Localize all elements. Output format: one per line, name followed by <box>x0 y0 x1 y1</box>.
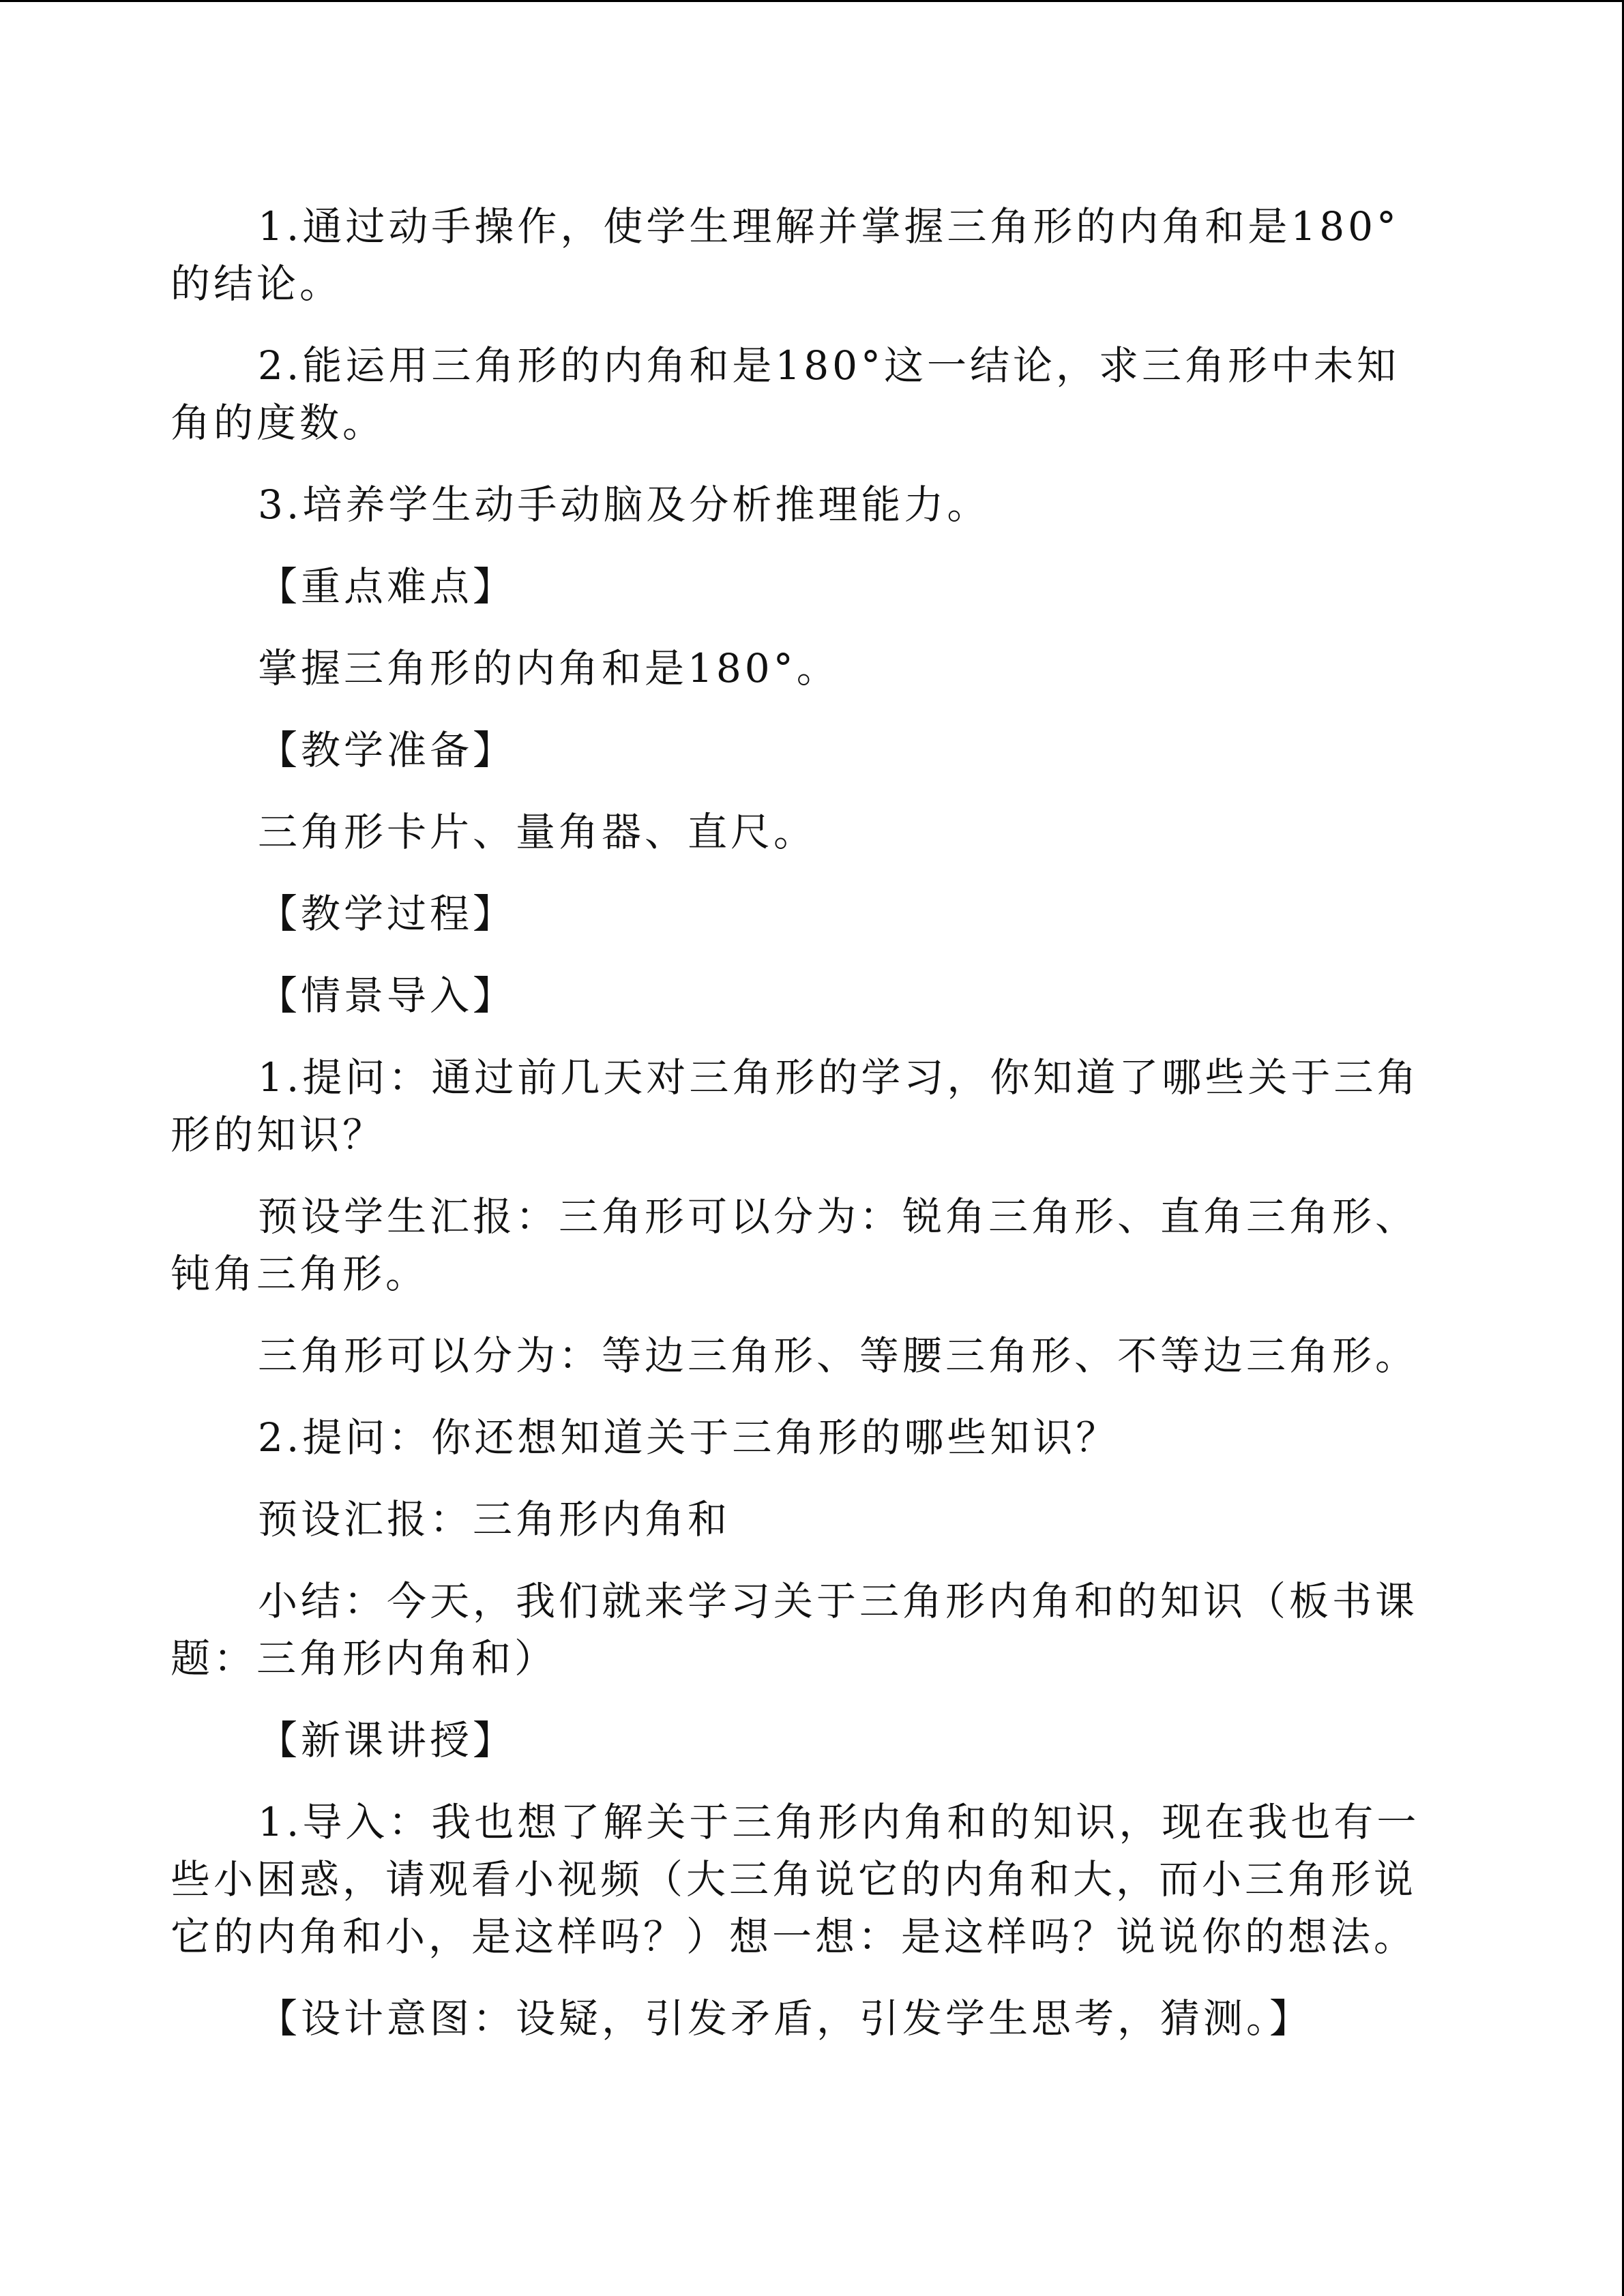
heading-preparation: 【教学准备】 <box>258 727 516 773</box>
objective-1: 1.通过动手操作，使学生理解并掌握三角形的内角和是180°的结论。 <box>171 203 1400 307</box>
document-body <box>171 198 1432 2047</box>
expected-report-3: 预设汇报：三角形内角和 <box>258 1496 731 1542</box>
heading-new-lesson: 【新课讲授】 <box>258 1717 516 1763</box>
heading-process: 【教学过程】 <box>258 891 516 937</box>
design-intent: 【设计意图：设疑，引发矛盾，引发学生思考，猜测。】 <box>258 1995 1313 2042</box>
expected-report-2: 三角形可以分为：等边三角形、等腰三角形、不等边三角形。 <box>258 1332 1419 1379</box>
objective-2: 2.能运用三角形的内角和是180°这一结论，求三角形中未知角的度数。 <box>171 342 1400 446</box>
question-2: 2.提问：你还想知道关于三角形的哪些知识？ <box>258 1414 1119 1461</box>
heading-introduction: 【情景导入】 <box>258 972 516 1019</box>
preparation-text: 三角形卡片、量角器、直尺。 <box>258 809 817 855</box>
expected-report-1: 预设学生汇报：三角形可以分为：锐角三角形、直角三角形、钝角三角形。 <box>171 1193 1419 1297</box>
lesson-intro: 1.导入：我也想了解关于三角形内角和的知识，现在我也有一些小困惑，请观看小视频（大三角说它的内角和大，而小三角形说它的内角和小，是这样吗？）想一想：是这样吗？说说你的想法。 <box>171 1799 1420 1960</box>
objective-3: 3.培养学生动手动脑及分析推理能力。 <box>258 481 990 528</box>
question-1: 1.提问：通过前几天对三角形的学习，你知道了哪些关于三角形的知识？ <box>171 1054 1420 1158</box>
heading-key-points: 【重点难点】 <box>258 563 516 610</box>
key-points-text: 掌握三角形的内角和是180°。 <box>258 645 840 691</box>
summary: 小结：今天，我们就来学习关于三角形内角和的知识（板书课题：三角形内角和） <box>171 1578 1419 1682</box>
